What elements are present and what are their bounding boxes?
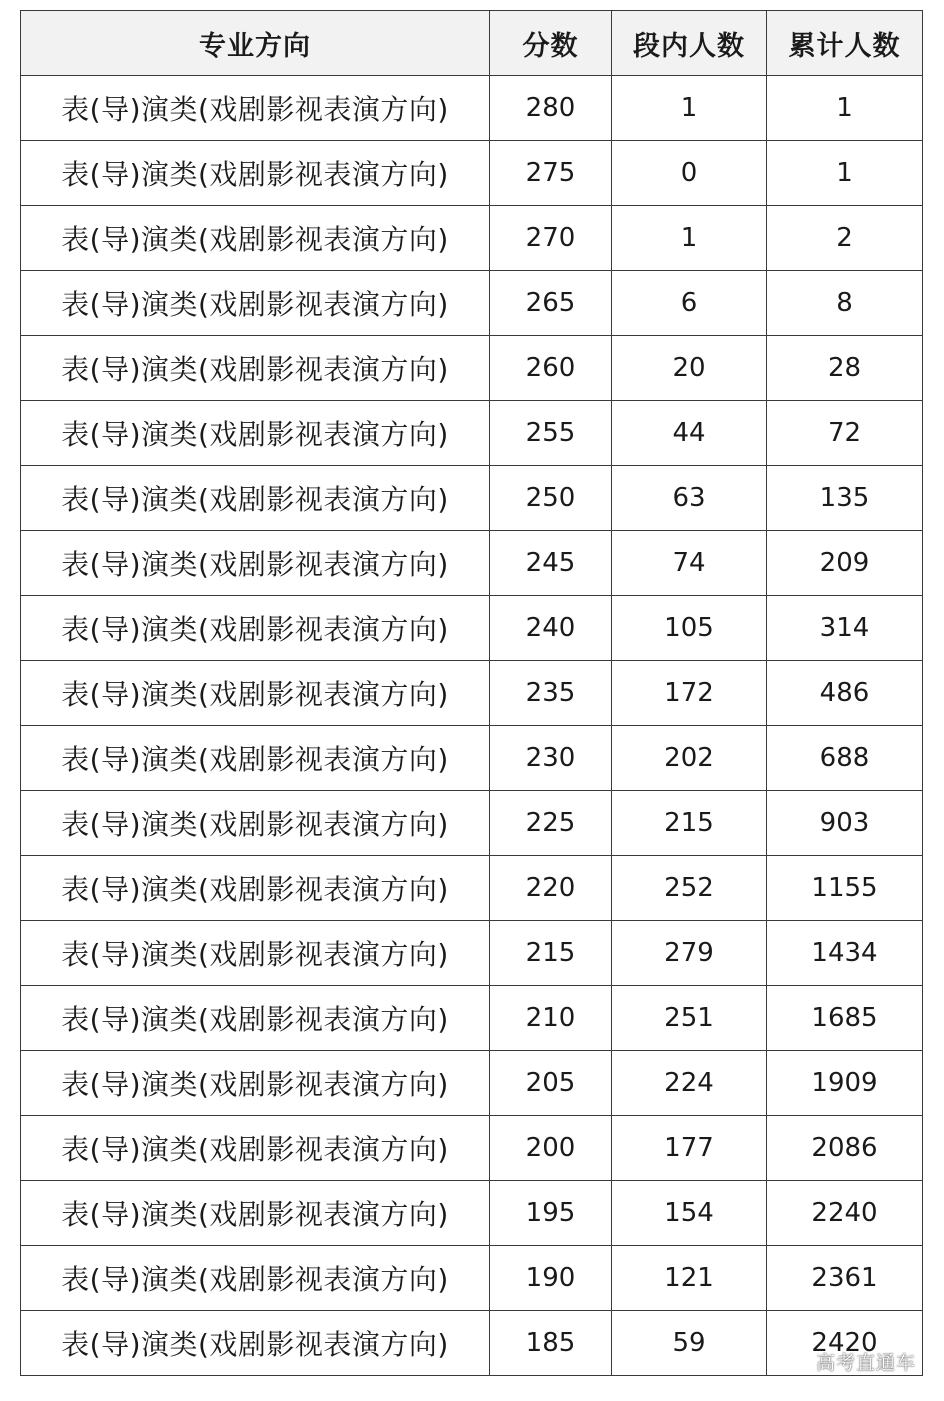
cell-cumulative-count: 2420: [767, 1311, 923, 1376]
cell-score: 195: [490, 1181, 612, 1246]
table-row: [21, 1246, 923, 1311]
cell-score: 230: [490, 726, 612, 791]
cell-count-in-band: 202: [612, 726, 767, 791]
cell-count-in-band: 105: [612, 596, 767, 661]
table-row: [21, 856, 923, 921]
table-row: [21, 1181, 923, 1246]
cell-score: 265: [490, 271, 612, 336]
cell-cumulative-count: 1434: [767, 921, 923, 986]
cell-cumulative-count: 1: [767, 76, 923, 141]
watermark: 高考直通车: [815, 1352, 916, 1374]
cell-count-in-band: 224: [612, 1051, 767, 1116]
table-row: [21, 336, 923, 401]
table-row: [21, 1116, 923, 1181]
table-row: [21, 1051, 923, 1116]
cell-major-direction: 表(导)演类(戏剧影视表演方向): [21, 336, 490, 401]
cell-cumulative-count: 72: [767, 401, 923, 466]
cell-count-in-band: 0: [612, 141, 767, 206]
cell-count-in-band: 63: [612, 466, 767, 531]
cell-major-direction: 表(导)演类(戏剧影视表演方向): [21, 531, 490, 596]
cell-cumulative-count: 2240: [767, 1181, 923, 1246]
cell-major-direction: 表(导)演类(戏剧影视表演方向): [21, 661, 490, 726]
cell-cumulative-count: 2086: [767, 1116, 923, 1181]
table-row: [21, 726, 923, 791]
header-row: [21, 11, 923, 76]
table-row: [21, 141, 923, 206]
table-row: [21, 986, 923, 1051]
cell-score: 220: [490, 856, 612, 921]
cell-count-in-band: 215: [612, 791, 767, 856]
cell-major-direction: 表(导)演类(戏剧影视表演方向): [21, 726, 490, 791]
cell-cumulative-count: 135: [767, 466, 923, 531]
header-score: 分数: [490, 11, 612, 76]
cell-major-direction: 表(导)演类(戏剧影视表演方向): [21, 986, 490, 1051]
cell-major-direction: 表(导)演类(戏剧影视表演方向): [21, 791, 490, 856]
cell-count-in-band: 1: [612, 206, 767, 271]
cell-major-direction: 表(导)演类(戏剧影视表演方向): [21, 1051, 490, 1116]
cell-major-direction: 表(导)演类(戏剧影视表演方向): [21, 401, 490, 466]
score-distribution-table-container: [20, 10, 922, 1376]
cell-cumulative-count: 486: [767, 661, 923, 726]
cell-count-in-band: 177: [612, 1116, 767, 1181]
table-row: [21, 661, 923, 726]
cell-major-direction: 表(导)演类(戏剧影视表演方向): [21, 466, 490, 531]
cell-score: 270: [490, 206, 612, 271]
cell-score: 235: [490, 661, 612, 726]
table-row: [21, 791, 923, 856]
cell-cumulative-count: 314: [767, 596, 923, 661]
cell-major-direction: 表(导)演类(戏剧影视表演方向): [21, 1246, 490, 1311]
header-major-direction: 专业方向: [21, 11, 490, 76]
cell-score: 240: [490, 596, 612, 661]
cell-count-in-band: 252: [612, 856, 767, 921]
table-row: [21, 466, 923, 531]
cell-score: 190: [490, 1246, 612, 1311]
cell-score: 205: [490, 1051, 612, 1116]
table-row: [21, 206, 923, 271]
table-body: [21, 76, 923, 1376]
cell-count-in-band: 59: [612, 1311, 767, 1376]
cell-major-direction: 表(导)演类(戏剧影视表演方向): [21, 1181, 490, 1246]
cell-score: 255: [490, 401, 612, 466]
cell-count-in-band: 154: [612, 1181, 767, 1246]
cell-count-in-band: 172: [612, 661, 767, 726]
cell-cumulative-count: 2361: [767, 1246, 923, 1311]
cell-major-direction: 表(导)演类(戏剧影视表演方向): [21, 856, 490, 921]
cell-score: 200: [490, 1116, 612, 1181]
cell-major-direction: 表(导)演类(戏剧影视表演方向): [21, 141, 490, 206]
table-row: [21, 921, 923, 986]
cell-count-in-band: 6: [612, 271, 767, 336]
cell-score: 250: [490, 466, 612, 531]
score-distribution-table: [20, 10, 923, 1376]
cell-count-in-band: 74: [612, 531, 767, 596]
cell-score: 215: [490, 921, 612, 986]
table-row: [21, 1311, 923, 1376]
cell-count-in-band: 121: [612, 1246, 767, 1311]
cell-cumulative-count: 1685: [767, 986, 923, 1051]
cell-major-direction: 表(导)演类(戏剧影视表演方向): [21, 1311, 490, 1376]
cell-count-in-band: 251: [612, 986, 767, 1051]
cell-score: 245: [490, 531, 612, 596]
cell-score: 260: [490, 336, 612, 401]
cell-score: 225: [490, 791, 612, 856]
table-header: [21, 11, 923, 76]
cell-cumulative-count: 688: [767, 726, 923, 791]
table-row: [21, 76, 923, 141]
cell-cumulative-count: 1909: [767, 1051, 923, 1116]
cell-major-direction: 表(导)演类(戏剧影视表演方向): [21, 76, 490, 141]
cell-major-direction: 表(导)演类(戏剧影视表演方向): [21, 1116, 490, 1181]
table-row: [21, 531, 923, 596]
cell-cumulative-count: 8: [767, 271, 923, 336]
cell-cumulative-count: 2: [767, 206, 923, 271]
cell-count-in-band: 44: [612, 401, 767, 466]
cell-score: 280: [490, 76, 612, 141]
table-row: [21, 271, 923, 336]
cell-major-direction: 表(导)演类(戏剧影视表演方向): [21, 596, 490, 661]
cell-cumulative-count: 209: [767, 531, 923, 596]
cell-cumulative-count: 903: [767, 791, 923, 856]
cell-count-in-band: 279: [612, 921, 767, 986]
header-cumulative-count: 累计人数: [767, 11, 923, 76]
cell-score: 275: [490, 141, 612, 206]
cell-major-direction: 表(导)演类(戏剧影视表演方向): [21, 921, 490, 986]
cell-count-in-band: 20: [612, 336, 767, 401]
cell-cumulative-count: 28: [767, 336, 923, 401]
cell-score: 210: [490, 986, 612, 1051]
cell-score: 185: [490, 1311, 612, 1376]
header-count-in-band: 段内人数: [612, 11, 767, 76]
cell-cumulative-count: 1155: [767, 856, 923, 921]
cell-major-direction: 表(导)演类(戏剧影视表演方向): [21, 271, 490, 336]
table-row: [21, 401, 923, 466]
cell-count-in-band: 1: [612, 76, 767, 141]
cell-cumulative-count: 1: [767, 141, 923, 206]
table-row: [21, 596, 923, 661]
cell-major-direction: 表(导)演类(戏剧影视表演方向): [21, 206, 490, 271]
